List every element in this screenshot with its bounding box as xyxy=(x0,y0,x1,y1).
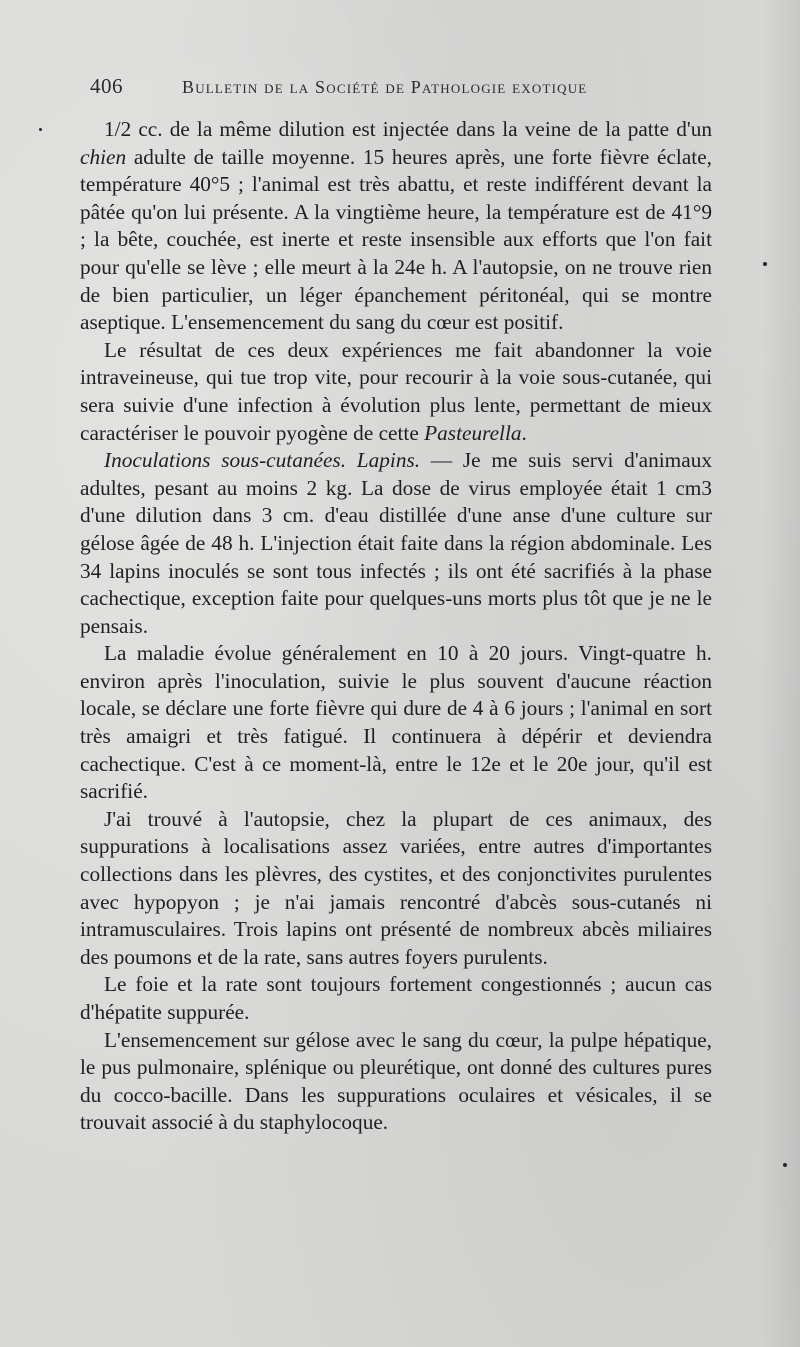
emphasis-text: chien xyxy=(80,144,127,169)
paragraph-text: — Je me suis servi d'animaux adultes, pesant au moins 2 kg. La dose de virus employée était 1 cm3 d'une dilution dans 3 cm. d'eau distillée d'une anse d'une culture sur gélose âgée de 48 h. L'injection était faite dans la région abdominale. Les 34 lapins inoculés se sont tous infectés ; ils ont été sacrifiés à la phase cachectique, exception faite pour quelques-uns morts plus tôt que je ne le pensais. xyxy=(80,448,712,638)
paragraph-text: Le foie et la rate sont toujours fortement congestionnés ; aucun cas d'hépatite suppurée. xyxy=(80,972,712,1024)
page-edge-shadow xyxy=(760,0,800,1347)
ink-speck xyxy=(39,128,42,131)
paragraph-inoculations-lapins xyxy=(80,447,712,640)
paragraph-text: L'ensemencement sur gélose avec le sang du cœur, la pulpe hépatique, le pus pulmonaire, splénique ou pleurétique, ont donné des cultures pures du cocco-bacille. Dans les suppurations oculaires et vésicales, il se trouvait associé à du staphylocoque. xyxy=(80,1027,712,1135)
paragraph-text: La maladie évolue généralement en 10 à 20 jours. Vingt-quatre h. environ après l'inoculation, suivie le plus souvent d'aucune réaction locale, se déclare une forte fièvre qui dure de 4 à 6 jours ; l'animal en sort très amaigri et très fatigué. Il continuera à dépérir et deviendra cachectique. C'est à ce moment-là, entre le 12e et le 20e jour, qu'il est sacrifié. xyxy=(80,641,712,804)
page-number: 406 xyxy=(90,74,123,98)
running-title: Bulletin de la Société de Pathologie exotique xyxy=(182,77,588,97)
paragraph-text: J'ai trouvé à l'autopsie, chez la plupart de ces animaux, des suppurations à localisations assez variées, entre autres d'importantes collections dans les plèvres, des cystites, et des conjonctivites purulentes avec hypopyon ; je n'ai jamais rencontré d'abcès sous-cutanés ni intramusculaires. Trois lapins ont présenté de nombreux abcès miliaires des poumons et de la rate, sans autres foyers purulents. xyxy=(80,806,712,969)
paragraph-evolution-maladie xyxy=(80,640,712,806)
paragraph-ensemencement xyxy=(80,1027,712,1137)
paragraph-text: adulte de taille moyenne. 15 heures après, une forte fièvre éclate, température 40°5 ; l'animal est très abattu, et reste indifférent devant la pâtée qu'on lui présente. A la vingtième heure, la température est de 41°9 ; la bête, couchée, est inerte et reste insensible aux efforts que l'on fait pour qu'elle se lève ; elle meurt à la 24e h. A l'autopsie, on ne trouve rien de bien particulier, un léger épanchement péritonéal, qui se montre aseptique. L'ensemencement du sang du cœur est positif. xyxy=(80,144,712,335)
paragraph-voie-sous-cutanee xyxy=(80,337,712,447)
paragraph-chien-experiment xyxy=(80,116,712,337)
paragraph-text: Le résultat de ces deux expériences me fait abandonner la voie intraveineuse, qui tue trop vite, pour recourir à la voie sous-cutanée, qui sera suivie d'une infection à évolution plus lente, permettant de mieux caractériser le pouvoir pyogène de cette xyxy=(80,337,712,445)
page-header xyxy=(90,74,710,104)
paragraph-foie-rate xyxy=(80,971,712,1026)
paragraph-text: . xyxy=(521,420,527,445)
section-heading-italic: Inoculations sous-cutanées. Lapins. xyxy=(104,448,421,473)
paragraph-autopsie xyxy=(80,806,712,972)
emphasis-text: Pasteurella xyxy=(424,420,522,445)
body-text xyxy=(80,116,712,1137)
paragraph-text: 1/2 cc. de la même dilution est injectée dans la veine de la patte d'un xyxy=(104,117,712,141)
